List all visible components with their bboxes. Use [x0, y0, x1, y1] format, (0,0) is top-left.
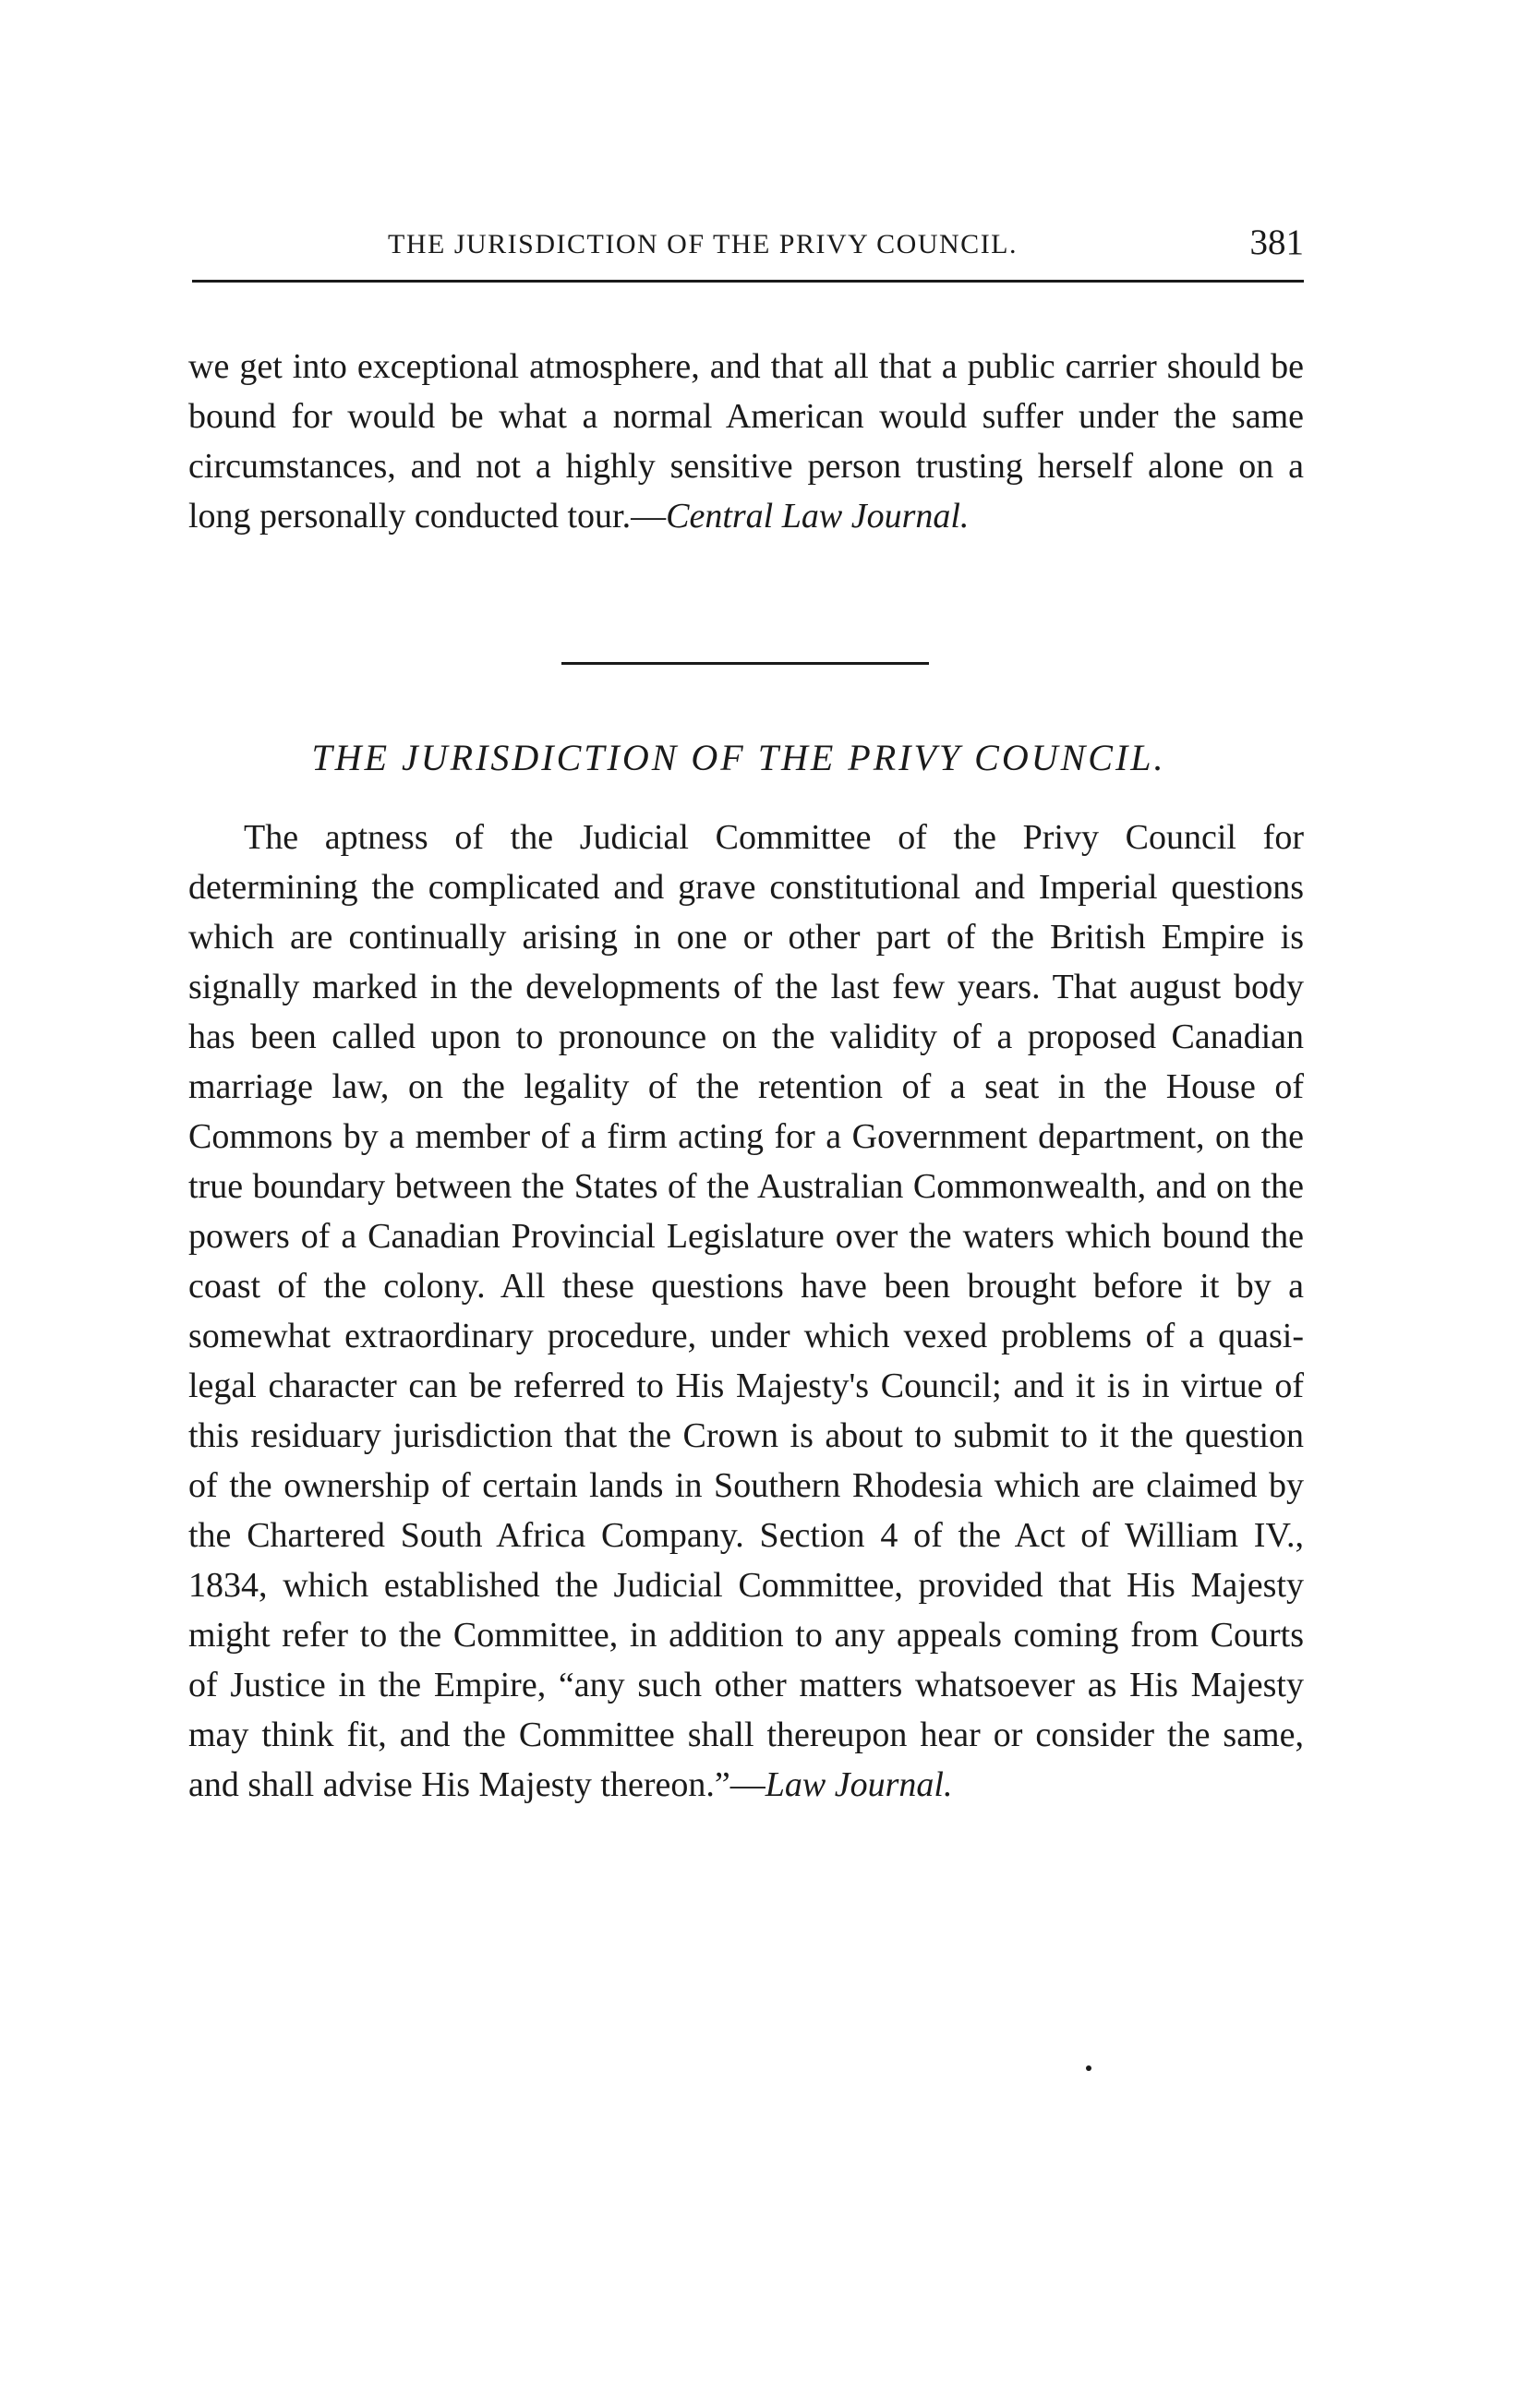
article-title: THE JURISDICTION OF THE PRIVY COUNCIL. — [311, 737, 1166, 778]
source-citation: Central Law Journal. — [666, 497, 970, 536]
running-title: THE JURISDICTION OF THE PRIVY COUNCIL. — [388, 229, 1019, 259]
article-body-text: The aptness of the Judicial Committee of the Privy Council for determining the complicated and grave constitutional and Imperial questions which are continually arising in one or other part of the British Empire is signally marked in the developments of the last few years. That august body has been called upon to pronounce on the validity of a proposed Canadian marriage law, on the legality of the retention of a seat in the House of Commons by a member of a firm acting for a Government department, on the true boundary between the States of the Australian Commonwealth, and on the powers of a Canadian Provincial Legislature over the waters which bound the coast of the colony. All these questions have been brought before it by a somewhat extraordinary procedure, under which vexed problems of a quasi-legal character can be referred to His Majesty's Council; and it is in virtue of this residuary jurisdiction that the Crown is about to submit to it the question of the ownership of certain lands in Southern Rhodesia which are claimed by the Chartered South Africa Company. Section 4 of the Act of William IV., 1834, which established the Judicial Committee, provided that His Majesty might refer to the Committee, in addition to any appeals coming from Courts of Justice in the Empire, “any such other matters whatsoever as His Majesty may think fit, and the Committee shall thereupon hear or consider the same, and shall advise His Majesty thereon.”— — [188, 818, 1304, 1804]
section-divider — [561, 662, 929, 665]
page-number: 381 — [1249, 223, 1304, 262]
continuation-paragraph — [188, 342, 1304, 541]
article-body — [188, 813, 1304, 1810]
ink-speck — [1086, 2065, 1091, 2071]
source-citation: Law Journal. — [765, 1765, 953, 1804]
header-rule — [192, 280, 1304, 283]
running-head — [192, 222, 1304, 268]
continuation-text: we get into exceptional atmosphere, and that all that a public carrier should be bound for would be what a normal American would suffer under the same circumstances, and not a highly sensitive person trusting herself alone on a long personally conducted tour.— — [188, 347, 1304, 536]
